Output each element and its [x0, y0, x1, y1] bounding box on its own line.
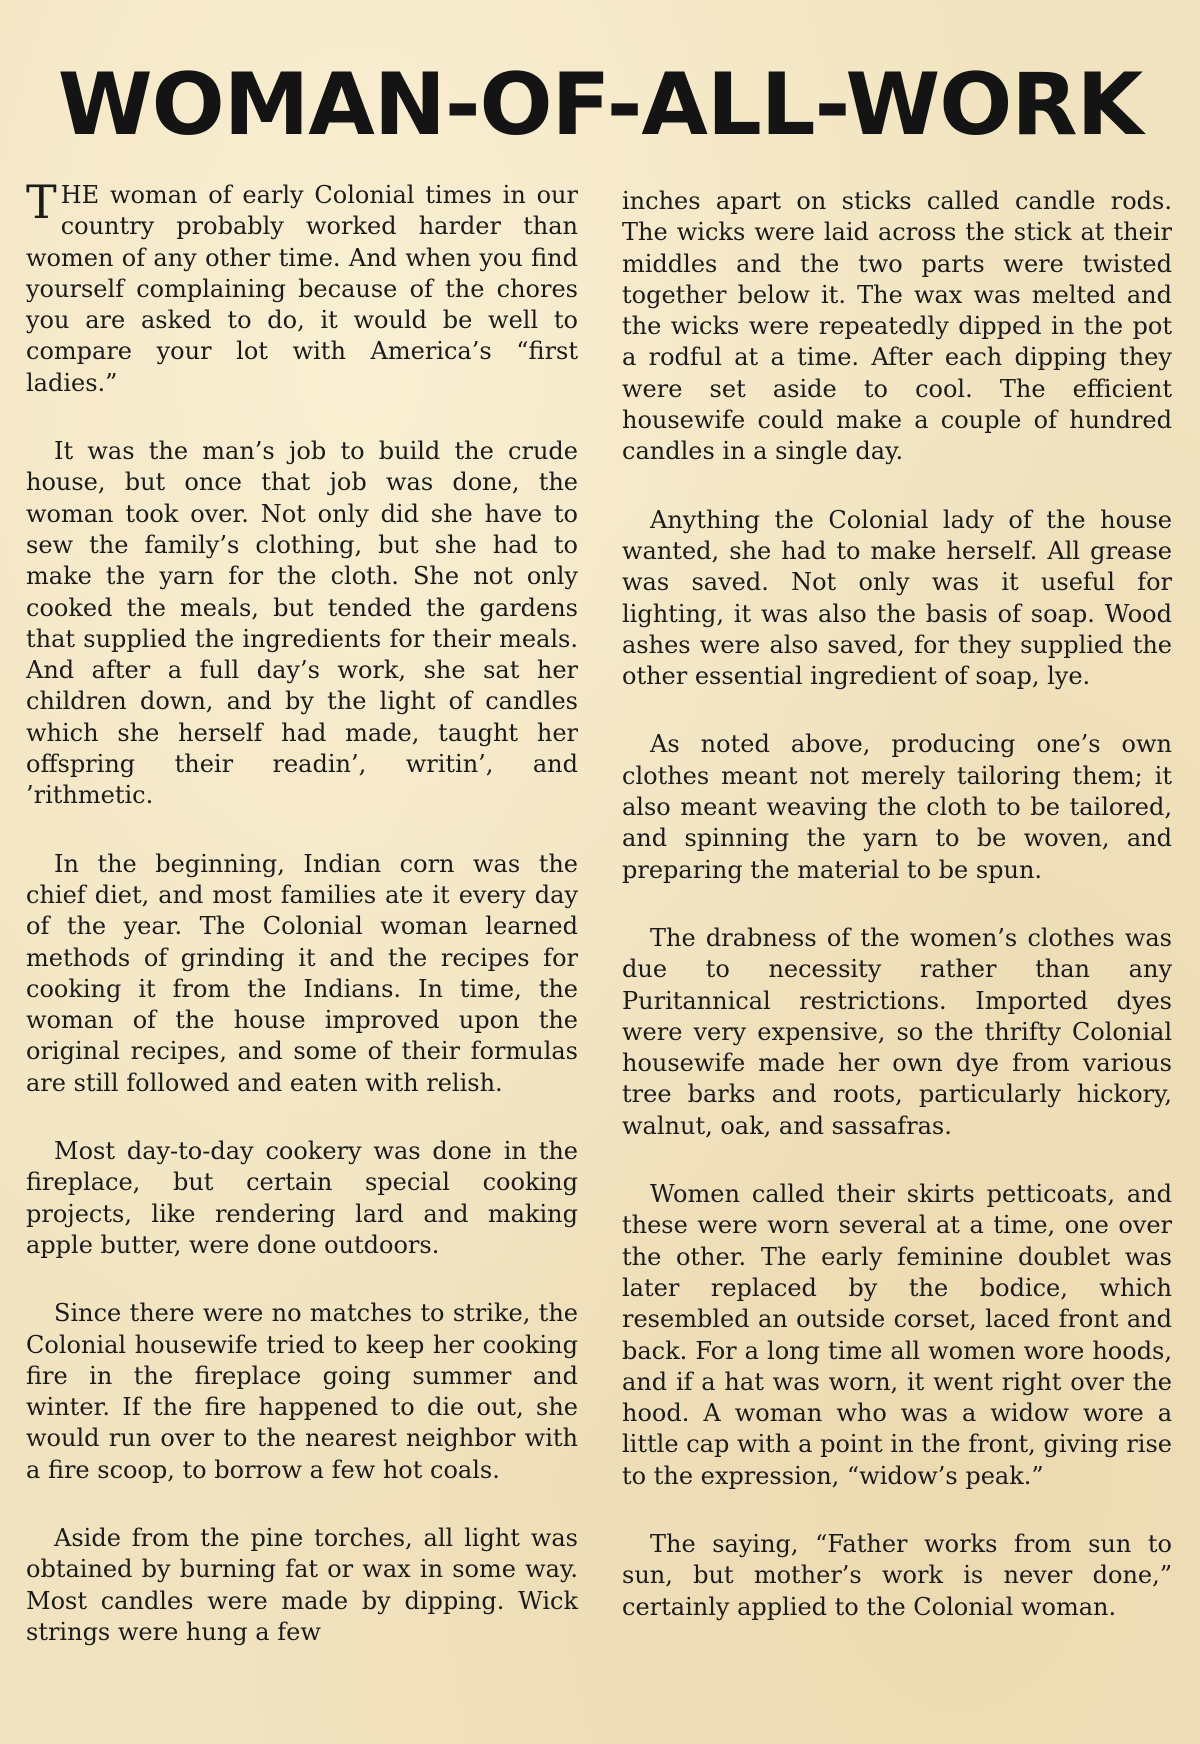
- paragraph: In the beginning, Indian corn was the chief diet, and most families ate it every day of the year. The Colonial woman learned methods of grinding it and the recipes for cooking it from the Indians. In time, the woman of the house improved upon the original recipes, and some of their formulas are still followed and eaten with relish.: [26, 849, 578, 1097]
- paragraph: Since there were no matches to strike, the Colonial housewife tried to keep her cooking fire in the fireplace going summer and winter. If the fire happened to die out, she would run over to the nearest neighbor with a fire scoop, to borrow a few hot coals.: [26, 1299, 578, 1484]
- paragraph: [26, 175, 578, 399]
- paragraph: inches apart on sticks called candle rods. The wicks were laid across the stick at their middles and the two parts were twisted together below it. The wax was melted and the wicks were repeatedly dipped in the pot a rodful at a time. After each dipping they were set aside to cool. The efficient housewife could make a couple of hundred candles in a single day.: [622, 187, 1172, 466]
- paragraph: The drabness of the women’s clothes was due to necessity rather than any Puritannical restrictions. Imported dyes were very expensive, so the thrifty Colonial housewife made her own dye from various tree barks and roots, particularly hickory, walnut, oak, and sassafras.: [622, 923, 1172, 1140]
- paragraph: Most day-to-day cookery was done in the fireplace, but certain special cooking projects, like rendering lard and making apple butter, were done outdoors.: [26, 1137, 578, 1259]
- right-column: [622, 186, 1172, 1623]
- paragraph: Aside from the pine torches, all light was obtained by burning fat or wax in some way. Most candles were made by dipping. Wick strings were hung a few: [26, 1523, 578, 1646]
- left-column: [26, 175, 578, 1648]
- paragraph: As noted above, producing one’s own clothes meant not merely tailoring them; it also meant weaving the cloth to be tailored, and spinning the yarn to be woven, and preparing the material to be spun.: [622, 730, 1172, 884]
- paragraph-text: HE woman of early Colonial times in our country probably worked harder than women of any other time. And when you find yourself complaining because of the chores you are asked to do, it would be well to compare your lot with America’s “first ladies.”: [26, 181, 578, 397]
- paragraph: Women called their skirts petticoats, and these were worn several at a time, one over the other. The early feminine doublet was later replaced by the bodice, which resembled an outside corset, laced front and back. For a long time all women wore hoods, and if a hat was worn, it went right over the hood. A woman who was a widow wore a little cap with a point in the front, giving rise to the expression, “widow’s peak.”: [622, 1180, 1172, 1490]
- paragraph: Anything the Colonial lady of the house wanted, she had to make herself. All grease was saved. Not only was it useful for lighting, it was also the basis of soap. Wood ashes were also saved, for they supplied the other essential ingredient of soap, lye.: [622, 505, 1172, 691]
- paragraph: It was the man’s job to build the crude house, but once that job was done, the woman took over. Not only did she have to sew the family’s clothing, but she had to make the yarn for the cloth. She not only cooked the meals, but tended the gardens that supplied the ingredients for their meals. And after a full day’s work, she sat her children down, and by the light of candles which she herself had made, taught her offspring their readin’, writin’, and ’rithmetic.: [26, 437, 578, 810]
- article-title: WOMAN-OF-ALL-WORK: [57, 55, 1143, 155]
- paragraph: The saying, “Father works from sun to sun, but mother’s work is never done,” certainly applied to the Colonial woman.: [622, 1529, 1172, 1621]
- drop-cap: T: [26, 175, 57, 229]
